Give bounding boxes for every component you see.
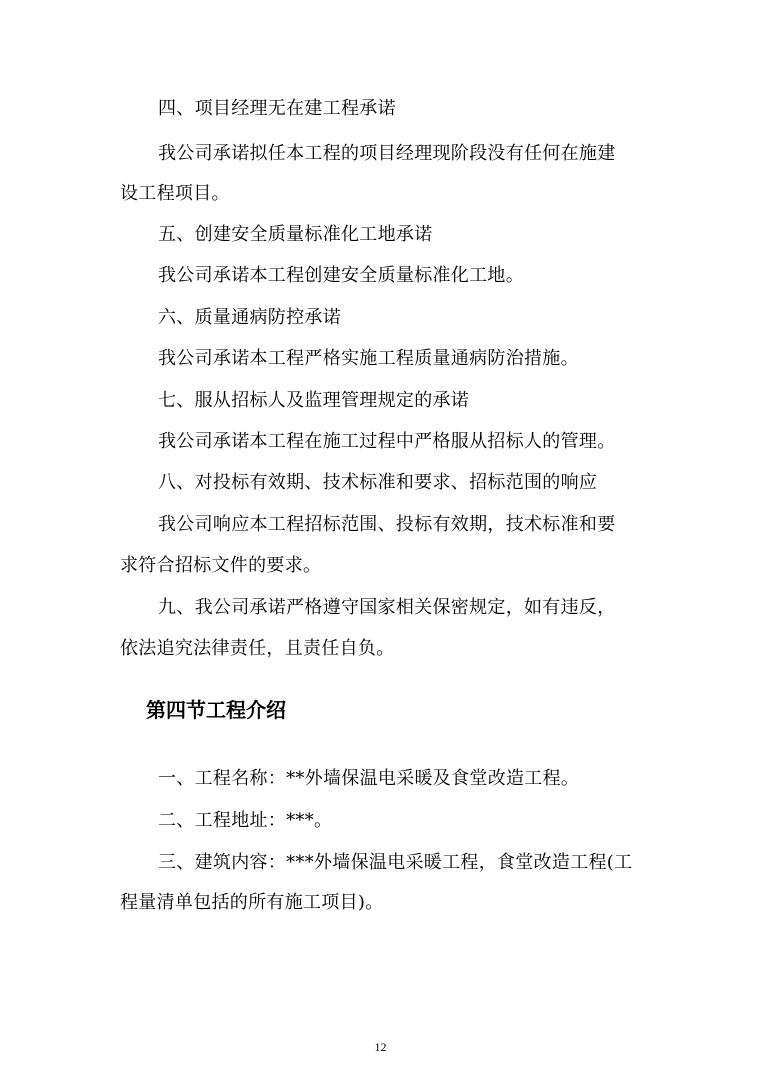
commitment-title-4: 四、项目经理无在建工程承诺 bbox=[158, 98, 396, 119]
commitment-title-7: 七、服从招标人及监理管理规定的承诺 bbox=[158, 390, 470, 411]
section-heading: 第四节工程介绍 bbox=[146, 698, 286, 722]
commitment-title-6: 六、质量通病防控承诺 bbox=[158, 307, 341, 328]
commitment-body-4-line2: 设工程项目。 bbox=[120, 183, 230, 204]
commitment-body-8-line2: 求符合招标文件的要求。 bbox=[120, 555, 322, 576]
commitment-body-7: 我公司承诺本工程在施工过程中严格服从招标人的管理。 bbox=[158, 431, 616, 452]
construction-content-item-line1: 三、建筑内容：***外墙保温电采暖工程，食堂改造工程(工 bbox=[158, 852, 633, 873]
commitment-body-4-line1: 我公司承诺拟任本工程的项目经理现阶段没有任何在施建 bbox=[158, 143, 616, 164]
page-number: 12 bbox=[374, 1040, 387, 1054]
construction-content-item-line2: 程量清单包括的所有施工项目)。 bbox=[120, 892, 384, 913]
commitment-title-8: 八、对投标有效期、技术标准和要求、招标范围的响应 bbox=[158, 472, 598, 493]
commitment-body-5: 我公司承诺本工程创建安全质量标准化工地。 bbox=[158, 265, 524, 286]
project-name-item: 一、工程名称：**外墙保温电采暖及食堂改造工程。 bbox=[158, 768, 580, 789]
commitment-title-9: 九、我公司承诺严格遵守国家相关保密规定，如有违反， bbox=[158, 597, 616, 618]
commitment-body-9: 依法追究法律责任，且责任自负。 bbox=[120, 638, 395, 659]
commitment-body-6: 我公司承诺本工程严格实施工程质量通病防治措施。 bbox=[158, 348, 579, 369]
project-address-item: 二、工程地址：***。 bbox=[158, 810, 333, 831]
commitment-title-5: 五、创建安全质量标准化工地承诺 bbox=[158, 224, 433, 245]
commitment-body-8-line1: 我公司响应本工程招标范围、投标有效期，技术标准和要 bbox=[158, 514, 616, 535]
